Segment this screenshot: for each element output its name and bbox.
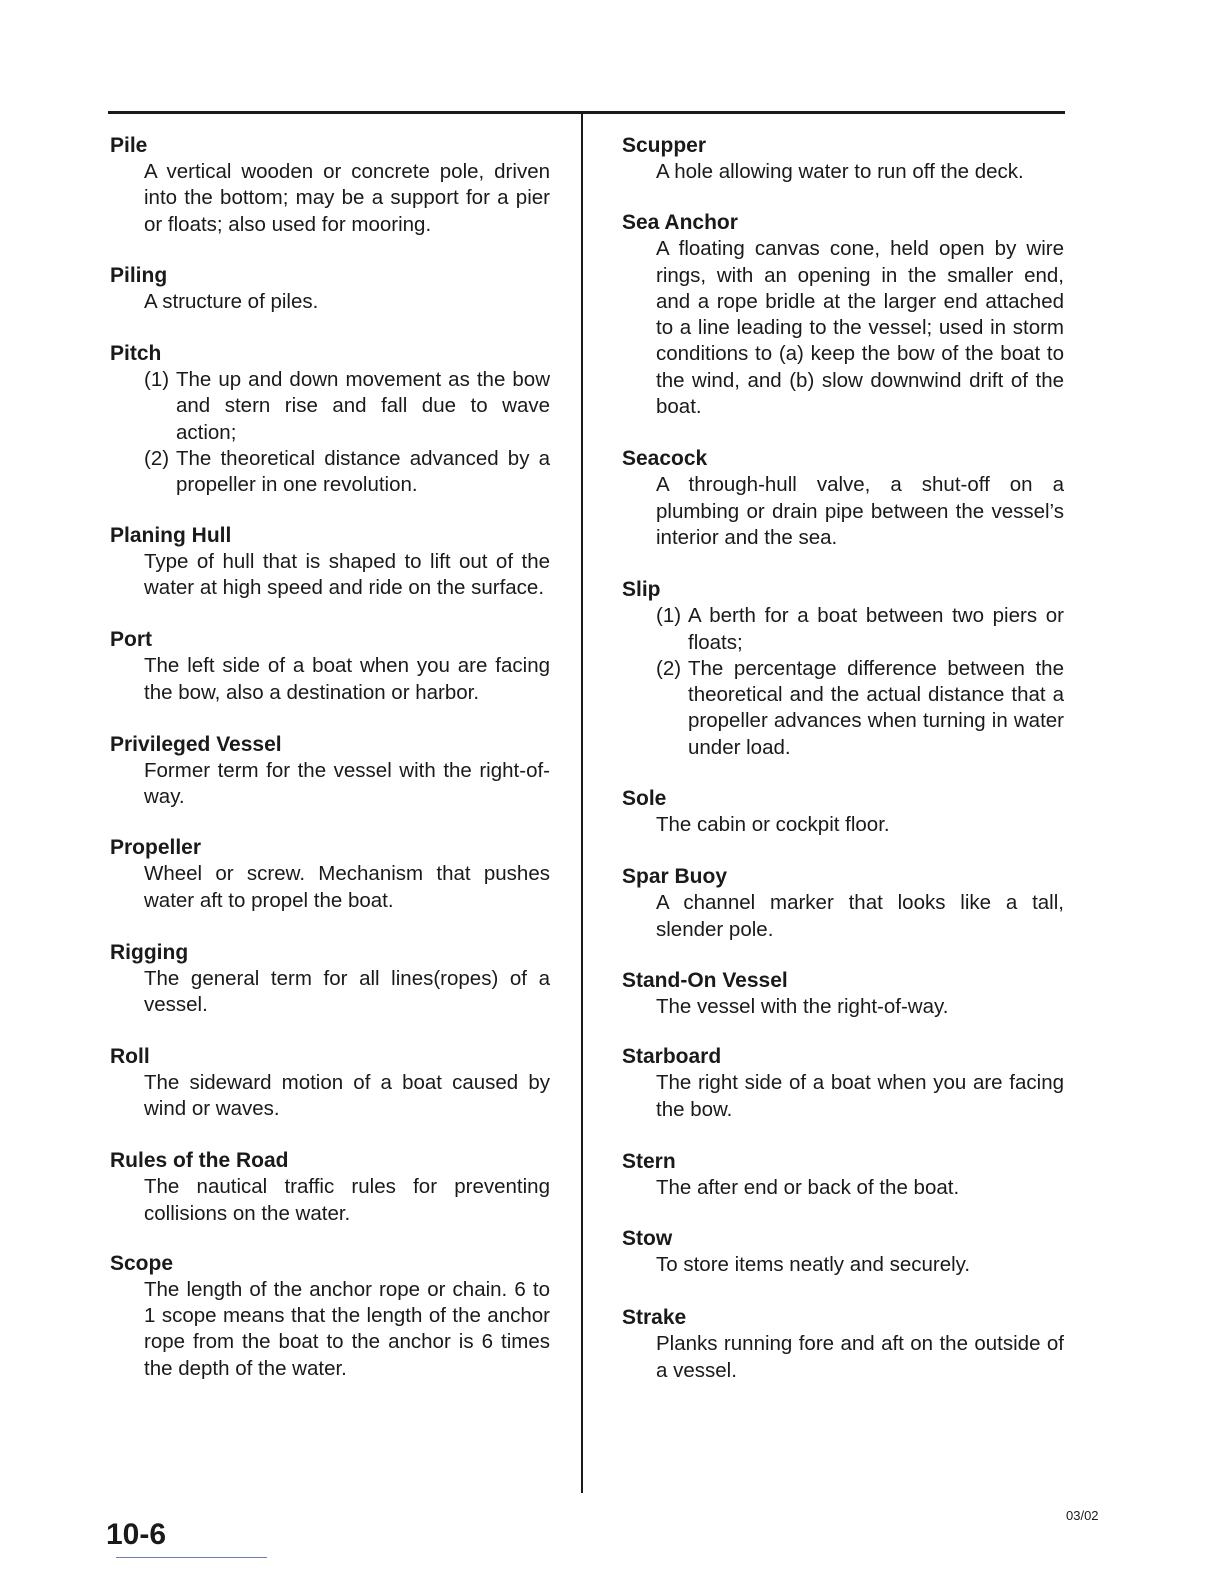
glossary-definition: The cabin or cockpit floor. <box>656 813 890 837</box>
glossary-definition: The after end or back of the boat. <box>656 1175 960 1199</box>
glossary-entry <box>622 1044 1064 1123</box>
right-column <box>622 133 1064 1384</box>
glossary-definition: A vertical wooden or concrete pole, driven into the bottom; may be a support for a pier or floats; also used for mooring. <box>144 160 550 236</box>
glossary-term: Stow <box>622 1227 673 1251</box>
glossary-entry <box>622 446 1064 551</box>
glossary-entry <box>110 263 550 315</box>
glossary-entry <box>622 133 1064 185</box>
glossary-definition: A structure of piles. <box>144 289 319 313</box>
column-divider <box>581 113 583 1493</box>
glossary-term: Stern <box>622 1149 676 1173</box>
item-number: (1) <box>144 368 170 392</box>
definition-list-item <box>144 367 550 446</box>
glossary-entry <box>110 133 550 238</box>
glossary-definition: The nautical traffic rules for preventing collisions on the water. <box>144 1175 550 1225</box>
glossary-term: Rigging <box>110 941 189 965</box>
date-code: 03/02 <box>1066 1508 1099 1523</box>
glossary-definition: The sideward motion of a boat caused by wind or waves. <box>144 1070 550 1120</box>
glossary-term: Planing Hull <box>110 523 232 547</box>
glossary-entry <box>110 1148 550 1227</box>
glossary-term: Port <box>110 628 152 652</box>
glossary-term: Roll <box>110 1044 150 1068</box>
glossary-term: Stand-On Vessel <box>622 968 788 992</box>
glossary-entry <box>622 1149 1064 1201</box>
glossary-definition: Wheel or screw. Mechanism that pushes water aft to propel the boat. <box>144 862 550 912</box>
glossary-term: Scupper <box>622 134 707 157</box>
glossary-definition: A channel marker that looks like a tall, slender pole. <box>656 891 1064 941</box>
glossary-definition: The general term for all lines(ropes) of a vessel. <box>144 967 550 1017</box>
glossary-definition: A through-hull valve, a shut-off on a plumbing or drain pipe between the vessel’s interior and the sea. <box>656 473 1064 549</box>
glossary-entry <box>110 940 550 1019</box>
page-number-underline <box>116 1557 267 1558</box>
definition-list-item <box>144 446 550 499</box>
glossary-term: Seacock <box>622 447 708 471</box>
glossary-term: Propeller <box>110 836 202 860</box>
glossary-term: Rules of the Road <box>110 1149 289 1173</box>
glossary-definition: Former term for the vessel with the right-of-way. <box>144 758 550 809</box>
item-text: A berth for a boat between two piers or floats; <box>688 604 1064 654</box>
left-column <box>110 133 550 1382</box>
glossary-definition: The right side of a boat when you are facing the bow. <box>656 1071 1064 1121</box>
glossary-entry <box>622 968 1064 1020</box>
glossary-entry <box>110 835 550 914</box>
glossary-term: Starboard <box>622 1045 722 1069</box>
glossary-entry <box>622 1226 1064 1278</box>
item-text: The theoretical distance advanced by a propeller in one revolution. <box>176 447 550 497</box>
glossary-definition: A hole allowing water to run off the deck. <box>656 160 1024 183</box>
item-number: (2) <box>656 656 682 680</box>
glossary-entry <box>622 1305 1064 1384</box>
glossary-term: Piling <box>110 263 168 287</box>
item-text: The up and down movement as the bow and stern rise and fall due to wave action; <box>176 368 550 444</box>
glossary-definition: The left side of a boat when you are facing the bow, also a destination or harbor. <box>144 654 550 704</box>
glossary-term: Pitch <box>110 342 162 366</box>
glossary-entry <box>110 1251 550 1382</box>
item-text: The percentage difference between the theoretical and the actual distance that a propeller advances when turning in water under load. <box>688 656 1064 759</box>
page-number: 10-6 <box>106 1518 167 1551</box>
glossary-definition: Type of hull that is shaped to lift out of the water at high speed and ride on the surface. <box>144 549 550 599</box>
glossary-term: Sole <box>622 787 667 811</box>
glossary-entry <box>622 210 1064 420</box>
item-number: (1) <box>656 604 682 628</box>
definition-list-item <box>656 603 1064 656</box>
glossary-term: Slip <box>622 578 661 602</box>
glossary-definition: The vessel with the right-of-way. <box>656 994 949 1018</box>
glossary-entry <box>110 1044 550 1123</box>
glossary-entry <box>622 864 1064 943</box>
glossary-term: Scope <box>110 1251 174 1275</box>
glossary-term: Privileged Vessel <box>110 732 282 756</box>
definition-list-item <box>656 656 1064 761</box>
glossary-term: Sea Anchor <box>622 211 738 235</box>
glossary-entry <box>110 732 550 811</box>
definition-list <box>656 603 1064 761</box>
glossary-entry <box>110 523 550 602</box>
glossary-term: Strake <box>622 1306 687 1330</box>
glossary-entry <box>622 786 1064 838</box>
glossary-entry <box>110 627 550 706</box>
glossary-entry <box>622 577 1064 761</box>
glossary-term: Pile <box>110 134 148 157</box>
glossary-entry <box>110 341 550 498</box>
top-rule <box>108 111 1065 114</box>
glossary-definition: Planks running fore and aft on the outside of a vessel. <box>656 1332 1064 1382</box>
glossary-term: Spar Buoy <box>622 865 728 889</box>
definition-list <box>144 367 550 498</box>
glossary-definition: A floating canvas cone, held open by wire rings, with an opening in the smaller end, and a rope bridle at the larger end attached to a line leading to the vessel; used in storm conditions to (a) keep the bow of the boat to the wind, and (b) slow downwind drift of the boat. <box>656 237 1064 419</box>
glossary-definition: To store items neatly and securely. <box>656 1253 971 1277</box>
glossary-definition: The length of the anchor rope or chain. 6 to 1 scope means that the length of the anchor rope from the boat to the anchor is 6 times the depth of the water. <box>144 1277 550 1380</box>
item-number: (2) <box>144 447 170 471</box>
